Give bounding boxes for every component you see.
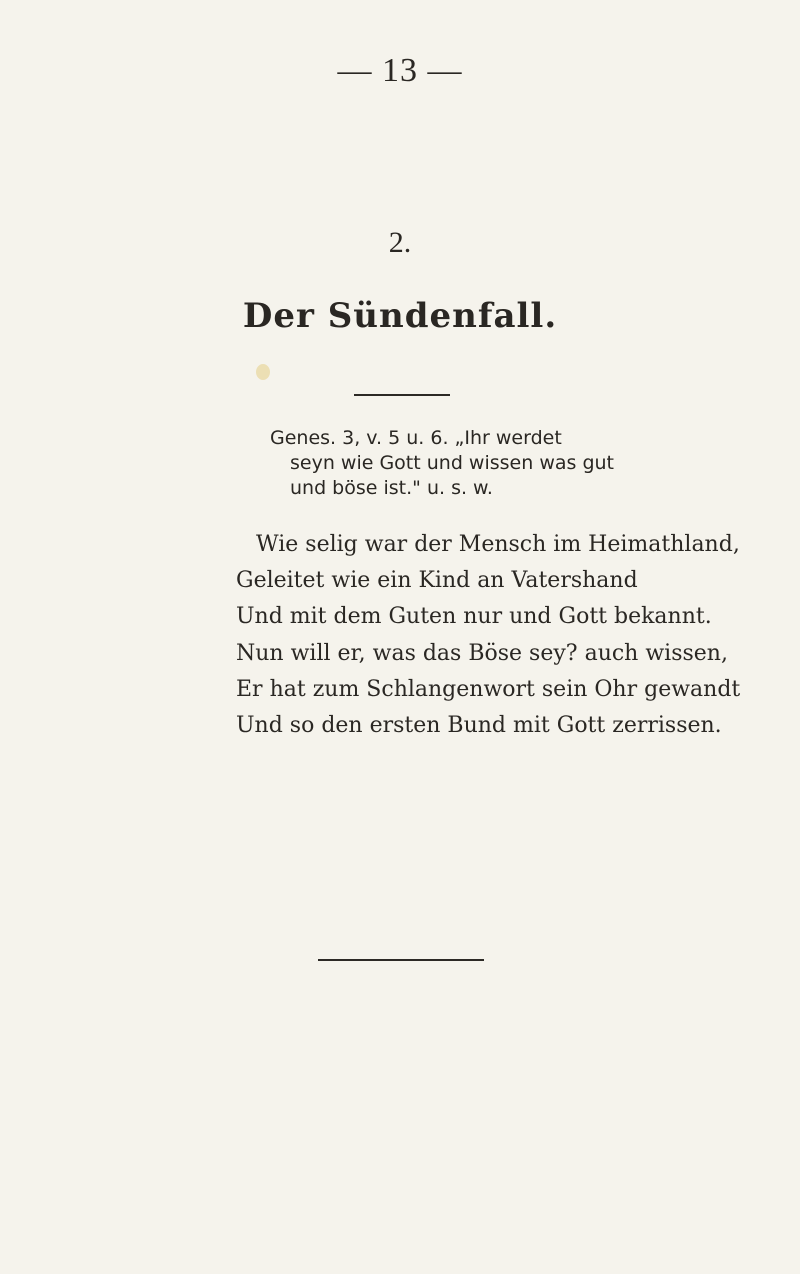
epigraph-line: Genes. 3, v. 5 u. 6. „Ihr werdet — [270, 427, 562, 449]
divider-bottom — [318, 959, 484, 961]
paper-stain — [256, 364, 270, 380]
section-number: 2. — [388, 226, 412, 259]
epigraph-line: seyn wie Gott und wissen was gut — [290, 452, 614, 474]
verse-line: Geleitet wie ein Kind an Vatershand — [236, 568, 638, 594]
verse-line: Er hat zum Schlangenwort sein Ohr gewandt — [236, 676, 741, 702]
verse-line: Und so den ersten Bund mit Gott zerrissen. — [236, 713, 722, 739]
poem-verse — [236, 527, 796, 744]
divider-top — [354, 394, 450, 396]
verse-line: Nun will er, was das Böse sey? auch wissen, — [236, 640, 728, 666]
section-title: Der Sündenfall. — [242, 296, 558, 336]
verse-line: Und mit dem Guten nur und Gott bekannt. — [236, 604, 712, 630]
epigraph — [270, 426, 790, 501]
verse-line: Wie selig war der Mensch im Heimathland, — [256, 532, 740, 557]
page-number: — 13 — — [337, 52, 463, 89]
epigraph-line: und böse ist." u. s. w. — [290, 477, 493, 499]
